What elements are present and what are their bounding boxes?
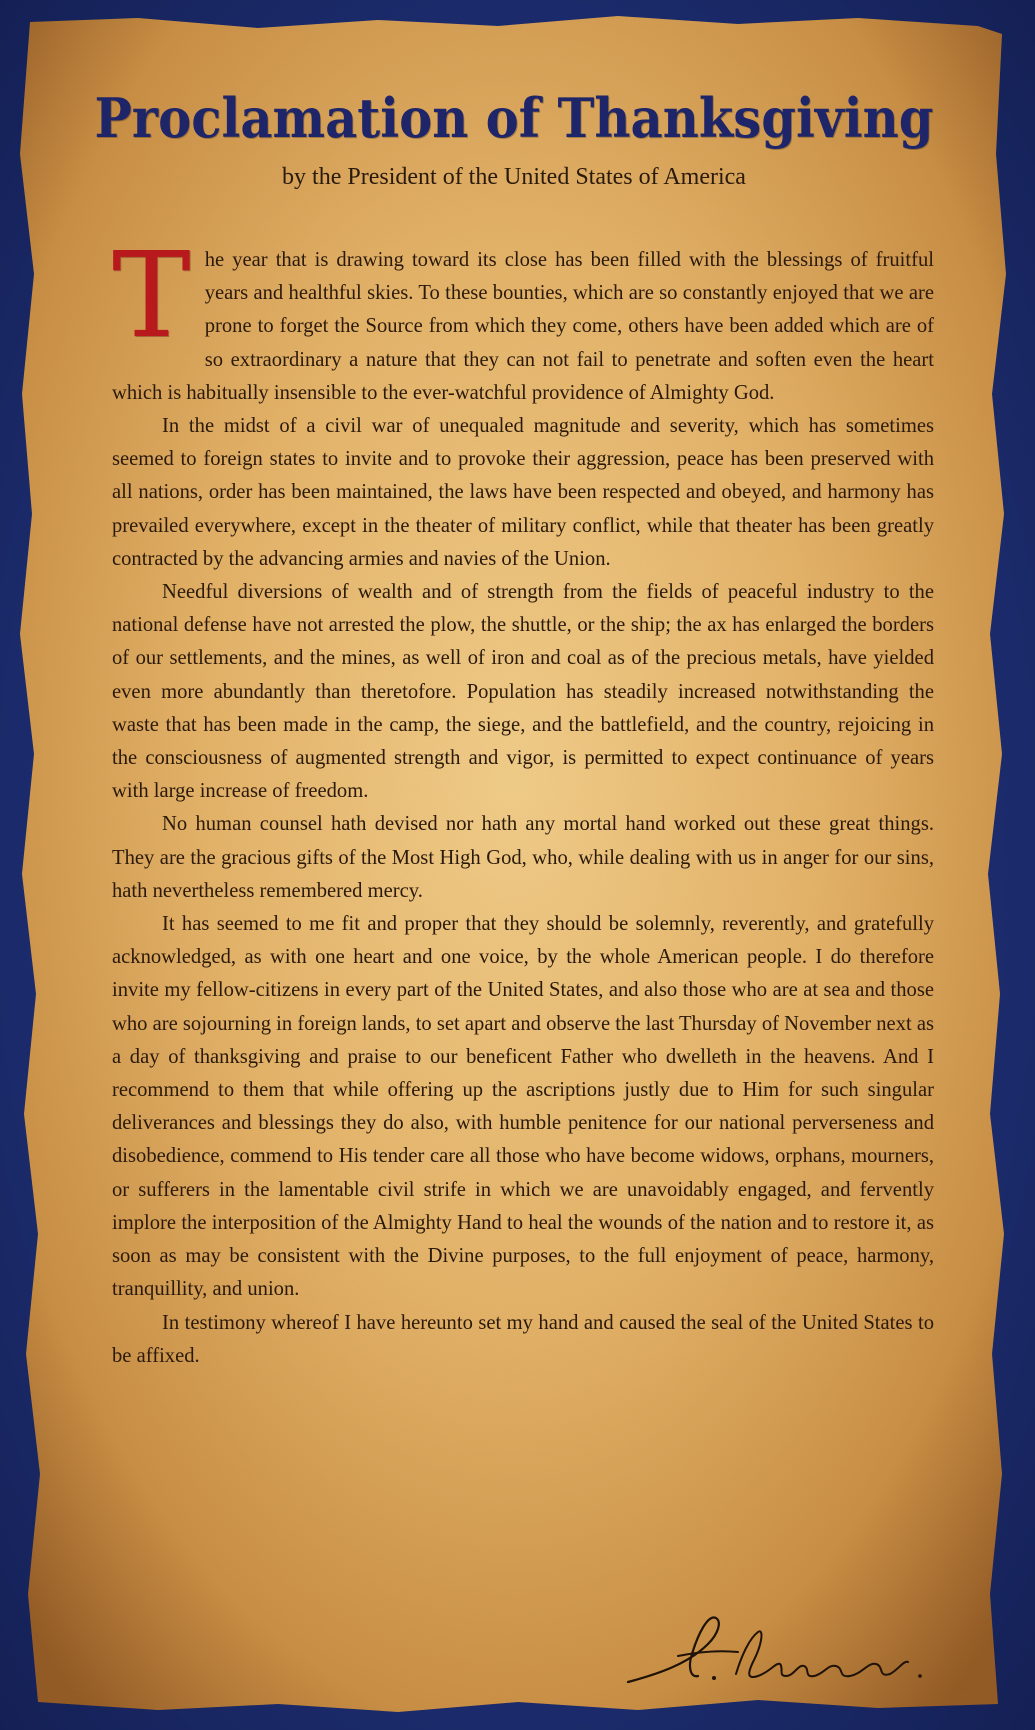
paragraph-6: In testimony whereof I have hereunto set my hand and caused the seal of the United States to be affixed. bbox=[112, 1311, 934, 1367]
lincoln-signature bbox=[618, 1604, 938, 1694]
paragraph-3: Needful diversions of wealth and of strength from the fields of peaceful industry to the national defense have not arrested the plow, the shuttle, or the ship; the ax has enlarged the borders of our settlements, and the mines, as well of iron and coal as of the precious metals, have yielded even more abundantly than theretofore. Population has steadily increased notwithstanding the waste that has been made in the camp, the siege, and the battlefield, and the country, rejoicing in the consciousness of augmented strength and vigor, is permitted to expect continuance of years with large increase of freedom. bbox=[112, 581, 934, 803]
document-title: Proclamation of Thanksgiving bbox=[94, 86, 934, 150]
paragraph-4: No human counsel hath devised nor hath any mortal hand worked out these great things. They are the gracious gifts of the Most High God, who, while dealing with us in anger for our sins, hath nevertheless remembered mercy. bbox=[112, 813, 934, 902]
document-content bbox=[18, 14, 1010, 1714]
proclamation-body bbox=[112, 226, 935, 1373]
paragraph-1 bbox=[112, 226, 934, 410]
paragraph-2: In the midst of a civil war of unequaled magnitude and severity, which has sometimes seemed to foreign states to invite and to provoke their aggression, peace has been preserved with all nations, order has been maintained, the laws have been respected and obeyed, and harmony has prevailed everywhere, except in the theater of military conflict, while that theater has been greatly contracted by the advancing armies and navies of the Union. bbox=[112, 415, 934, 570]
drop-cap-letter: T bbox=[112, 226, 191, 364]
parchment-page bbox=[18, 14, 1010, 1714]
document-subtitle: by the President of the United States of America bbox=[282, 164, 746, 190]
paragraph-1-text: he year that is drawing toward its close has been filled with the blessings of fruitful years and healthful skies. To these bounties, which are so constantly enjoyed that we are prone to forget the Source from which they come, others have been added which are of so extraordinary a nature that they can not fail to penetrate and soften even the heart which is habitually insensible to the ever-watchful providence of Almighty God. bbox=[112, 249, 934, 404]
paragraph-5: It has seemed to me fit and proper that they should be solemnly, reverently, and gratefully acknowledged, as with one heart and one voice, by the whole American people. I do therefore invite my fellow-citizens in every part of the United States, and also those who are at sea and those who are sojourning in foreign lands, to set apart and observe the last Thursday of November next as a day of thanksgiving and praise to our beneficent Father who dwelleth in the heavens. And I recommend to them that while offering up the ascriptions justly due to Him for such singular deliverances and blessings they do also, with humble penitence for our national perverseness and disobedience, commend to His tender care all those who have become widows, orphans, mourners, or sufferers in the lamentable civil strife in which we are unavoidably engaged, and fervently implore the interposition of the Almighty Hand to heal the wounds of the nation and to restore it, as soon as may be consistent with the Divine purposes, to the full enjoyment of peace, harmony, tranquillity, and union. bbox=[112, 913, 935, 1301]
